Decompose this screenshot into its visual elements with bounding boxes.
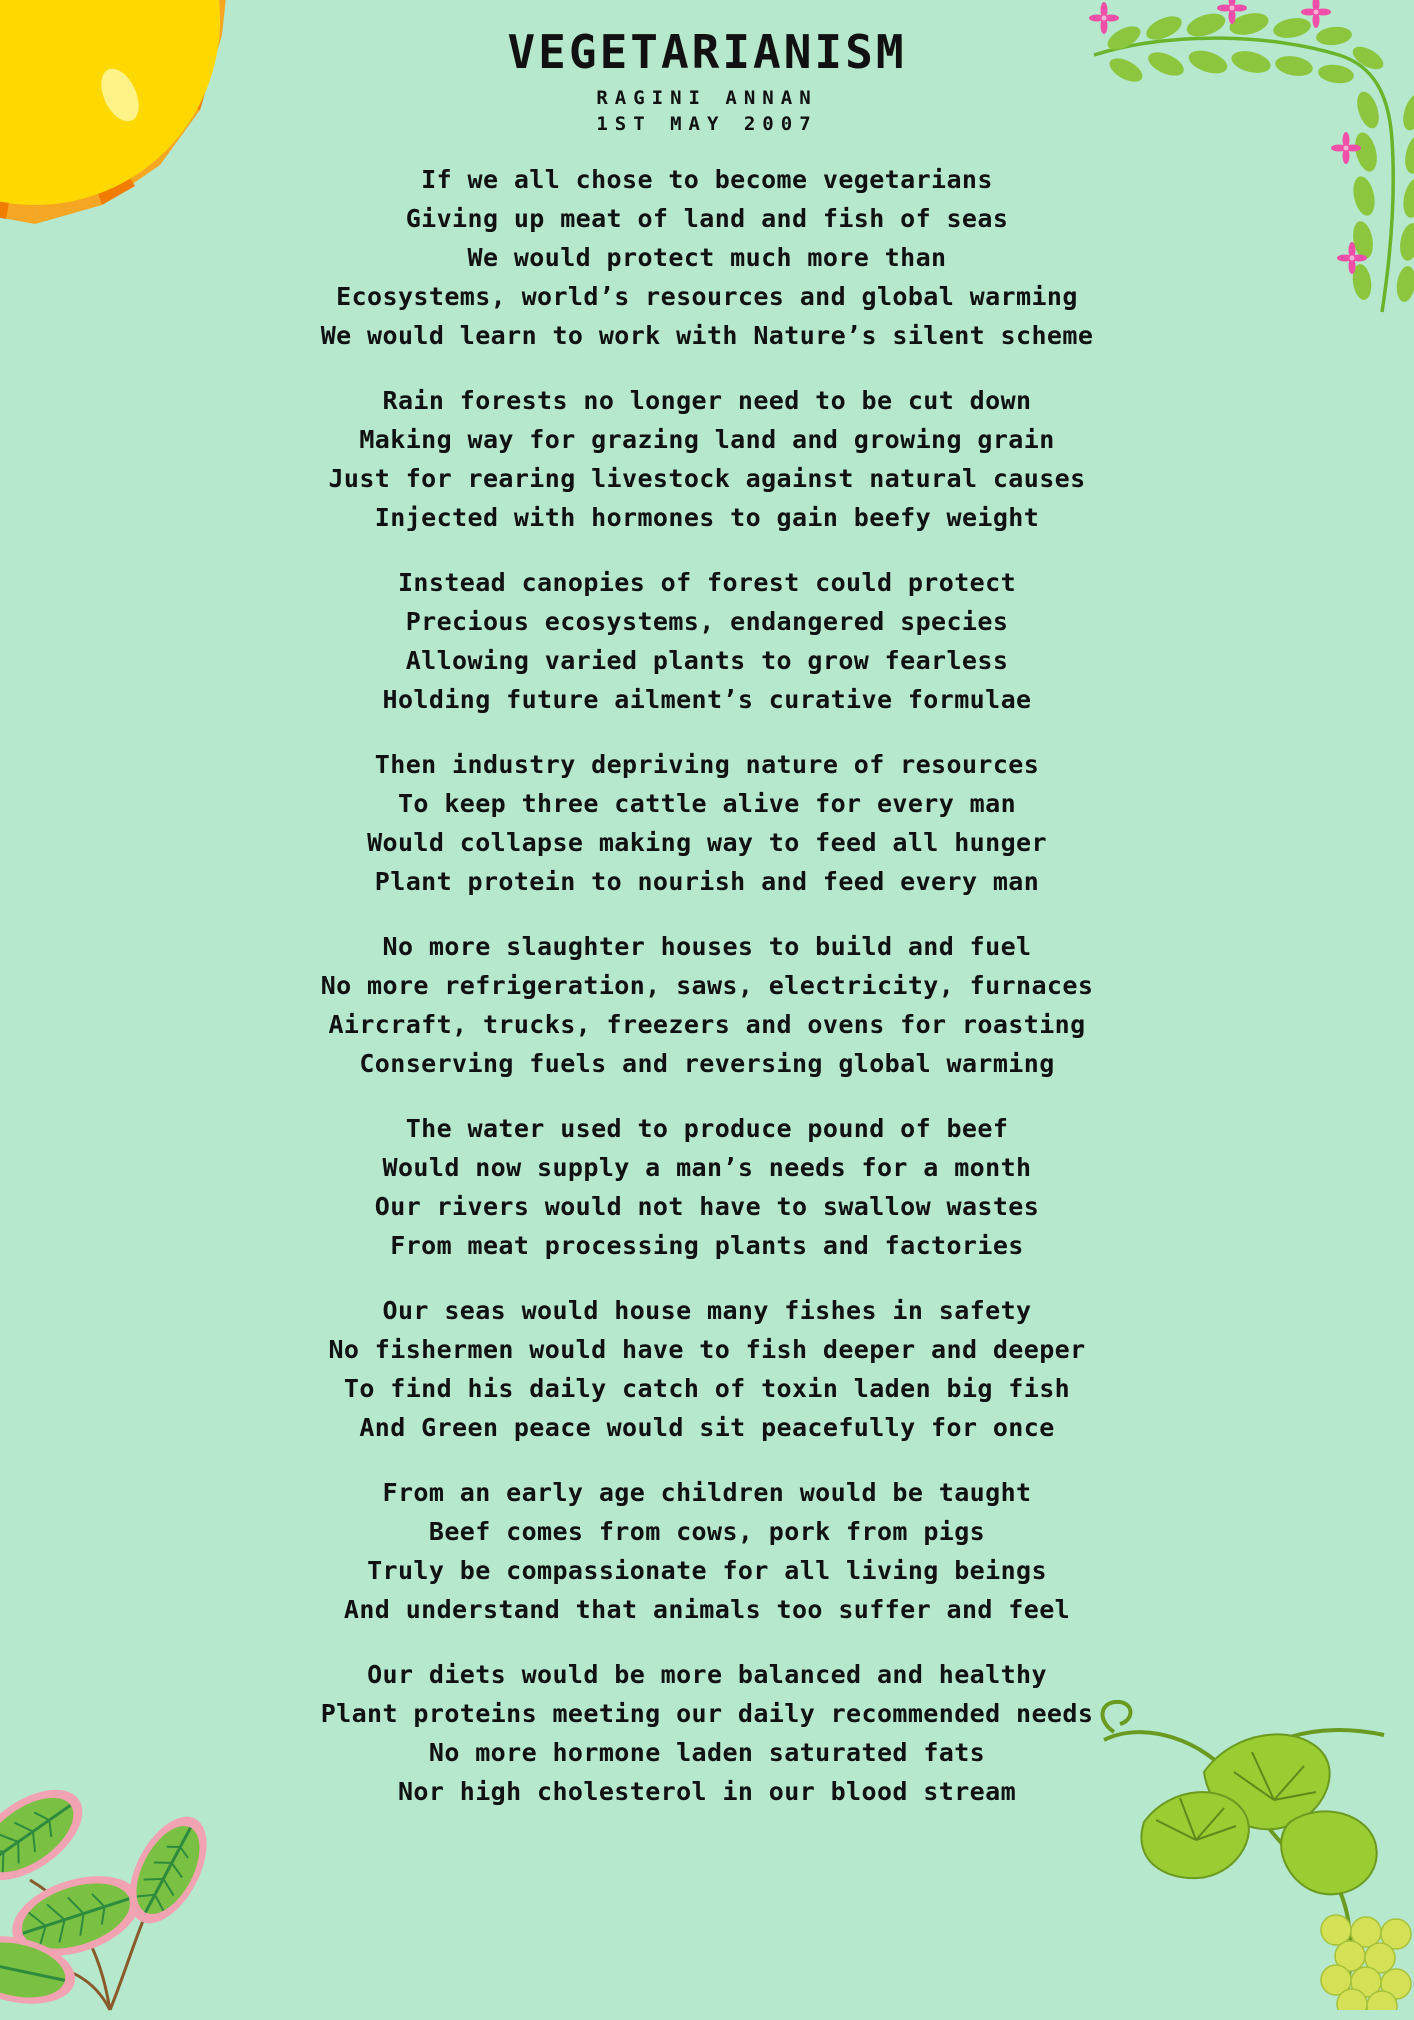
stanza: [0, 745, 1414, 901]
stanza: [0, 381, 1414, 537]
poem-line: We would protect much more than: [467, 242, 947, 272]
stanza: [0, 1473, 1414, 1629]
poem-line: Allowing varied plants to grow fearless: [405, 645, 1009, 675]
stanza: [0, 927, 1414, 1083]
poem-line: And Green peace would sit peacefully for once: [359, 1412, 1055, 1442]
poem-line: Rain forests no longer need to be cut down: [382, 385, 1032, 415]
poem-line: Would collapse making way to feed all hunger: [367, 827, 1047, 857]
poem-line: Aircraft, trucks, freezers and ovens for roasting: [328, 1009, 1086, 1039]
poem-line: Just for rearing livestock against natural causes: [328, 463, 1086, 493]
poem-line: Ecosystems, world’s resources and global warming: [336, 281, 1078, 311]
poem-line: Our seas would house many fishes in safety: [382, 1295, 1032, 1325]
poem-line: Beef comes from cows, pork from pigs: [428, 1516, 986, 1546]
poem-line: To keep three cattle alive for every man: [397, 788, 1017, 818]
poem-line: We would learn to work with Nature’s silent scheme: [320, 320, 1094, 350]
poem-line: Injected with hormones to gain beefy weight: [374, 502, 1040, 532]
poem-line: The water used to produce pound of beef: [405, 1113, 1009, 1143]
poem-line: No fishermen would have to fish deeper and deeper: [328, 1334, 1086, 1364]
poem-line: Instead canopies of forest could protect: [397, 567, 1017, 597]
poem-line: From an early age children would be taught: [382, 1477, 1032, 1507]
poem-line: Truly be compassionate for all living beings: [367, 1555, 1047, 1585]
poem-line: From meat processing plants and factories: [390, 1230, 1024, 1260]
poem-line: Plant protein to nourish and feed every man: [374, 866, 1040, 896]
poem-line: Nor high cholesterol in our blood stream: [397, 1776, 1017, 1806]
poem-line: Conserving fuels and reversing global warming: [359, 1048, 1055, 1078]
stanza: [0, 1291, 1414, 1447]
poem-line: Our rivers would not have to swallow wastes: [374, 1191, 1040, 1221]
stanza: [0, 563, 1414, 719]
poem-line: No more refrigeration, saws, electricity, furnaces: [320, 970, 1094, 1000]
poem-line: Holding future ailment’s curative formulae: [382, 684, 1032, 714]
stanza: [0, 1655, 1414, 1811]
publication-date: 1ST MAY 2007: [596, 112, 818, 135]
stanza: [0, 160, 1414, 355]
poem-line: No more slaughter houses to build and fuel: [382, 931, 1032, 961]
poem-line: Making way for grazing land and growing grain: [359, 424, 1055, 454]
stanza: [0, 1109, 1414, 1265]
poem-line: To find his daily catch of toxin laden big fish: [343, 1373, 1071, 1403]
poem-line: Would now supply a man’s needs for a month: [382, 1152, 1032, 1182]
author-name: RAGINI ANNAN: [596, 87, 818, 110]
poem-line: If we all chose to become vegetarians: [421, 164, 993, 194]
poem-line: Our diets would be more balanced and healthy: [367, 1659, 1047, 1689]
poem-line: Giving up meat of land and fish of seas: [405, 203, 1009, 233]
poem-line: Precious ecosystems, endangered species: [405, 606, 1009, 636]
poem-body: [0, 160, 1414, 1811]
poem-line: And understand that animals too suffer and feel: [343, 1594, 1071, 1624]
poem-line: Plant proteins meeting our daily recommended needs: [320, 1698, 1094, 1728]
poem-line: Then industry depriving nature of resources: [374, 749, 1040, 779]
page-title: VEGETARIANISM: [507, 25, 907, 79]
poem-line: No more hormone laden saturated fats: [428, 1737, 986, 1767]
